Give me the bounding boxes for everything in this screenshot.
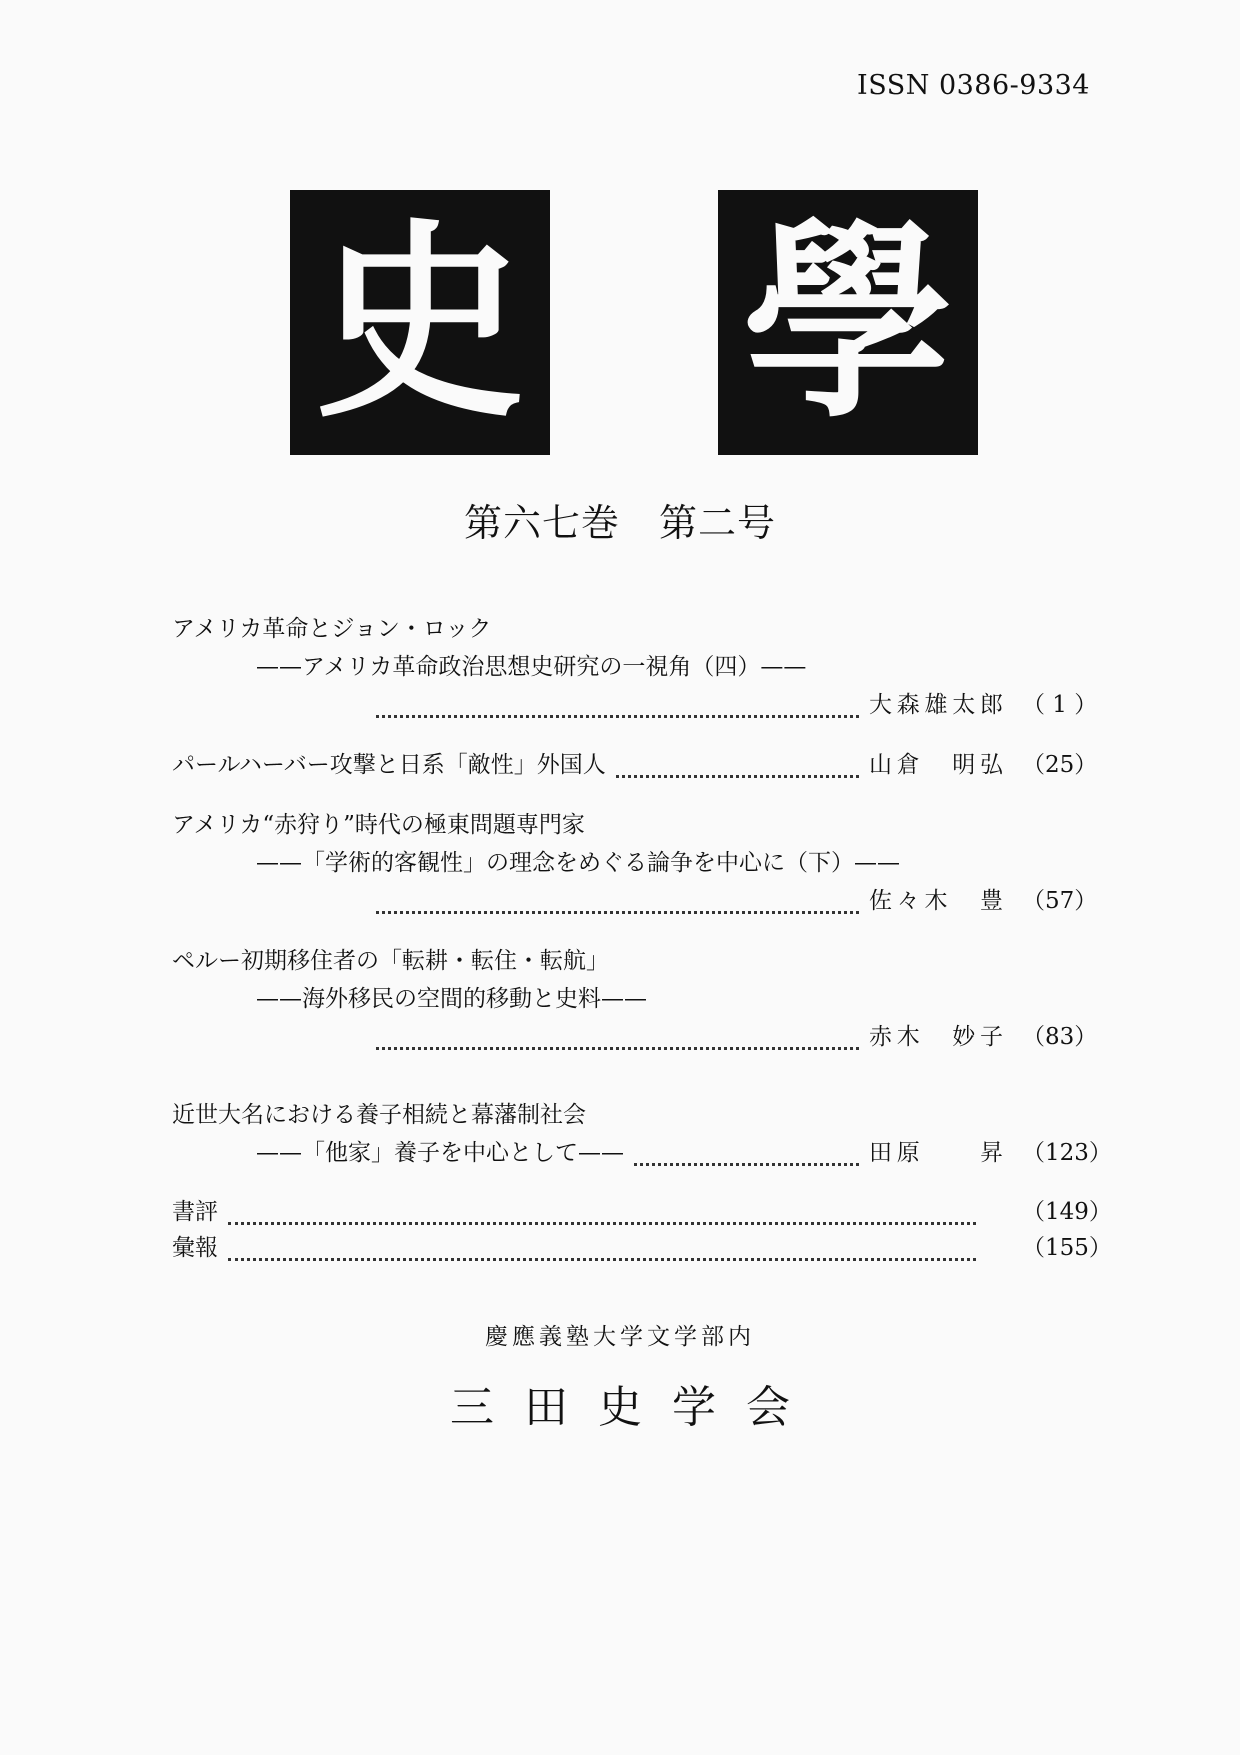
article-author: 赤木 妙子 [869,1024,1004,1050]
news-page: （155） [1022,1235,1112,1261]
title-block-gaku [718,190,978,455]
article-page: （123） [1022,1140,1112,1166]
article-page: （25） [1022,752,1098,778]
leader-dots [228,1236,976,1261]
publisher-name: 三田史学会 [450,1382,820,1433]
publisher-affiliation: 慶應義塾大学文学部内 [485,1324,755,1350]
article-subtitle: ——海外移民の空間的移動と史料—— [256,986,647,1012]
title-char-gaku: 學 [742,198,953,446]
review-page: （149） [1022,1199,1112,1225]
leader-dots [228,1200,976,1225]
news-label: 彙報 [172,1235,218,1261]
article-title: アメリカ“赤狩り”時代の極東問題専門家 [172,812,585,838]
publisher [0,1318,1240,1435]
leader-dots [634,1141,859,1166]
article-author: 山倉 明弘 [869,752,1004,778]
leader-dots [376,1025,859,1050]
article-title: パールハーバー攻撃と日系「敵性」外国人 [172,752,606,778]
article-title: 近世大名における養子相続と幕藩制社会 [172,1102,586,1128]
article-page: （83） [1022,1024,1098,1050]
article-author: 大森雄太郎 [869,692,1004,718]
article-title: アメリカ革命とジョン・ロック [172,616,492,642]
leader-dots [616,753,859,778]
toc-misc [172,1194,1112,1266]
article-page: （57） [1022,888,1098,914]
review-label: 書評 [172,1199,218,1225]
toc-entry [172,942,1098,1056]
leader-dots [376,889,859,914]
title-block-shi [290,190,550,455]
article-subtitle: ——アメリカ革命政治思想史研究の一視角（四）—— [256,654,807,680]
title-char-shi: 史 [314,198,525,446]
table-of-contents [172,610,1112,1288]
volume-number: 第六七巻 第二号 [463,501,776,545]
toc-entry [172,610,1098,724]
article-subtitle: ——「他家」養子を中心として—— [256,1140,624,1166]
toc-entry [172,806,1098,920]
toc-entry [172,746,1098,784]
article-page: （ 1 ） [1022,692,1098,718]
article-subtitle: ——「学術的客観性」の理念をめぐる論争を中心に（下）—— [256,850,900,876]
article-author: 田原 昇 [869,1140,1004,1166]
toc-entry [172,1096,1112,1172]
leader-dots [376,693,859,718]
article-author: 佐々木 豊 [869,888,1004,914]
issn-number: ISSN 0386-9334 [857,70,1090,101]
article-title: ペルー初期移住者の「転耕・転住・転航」 [172,948,609,974]
